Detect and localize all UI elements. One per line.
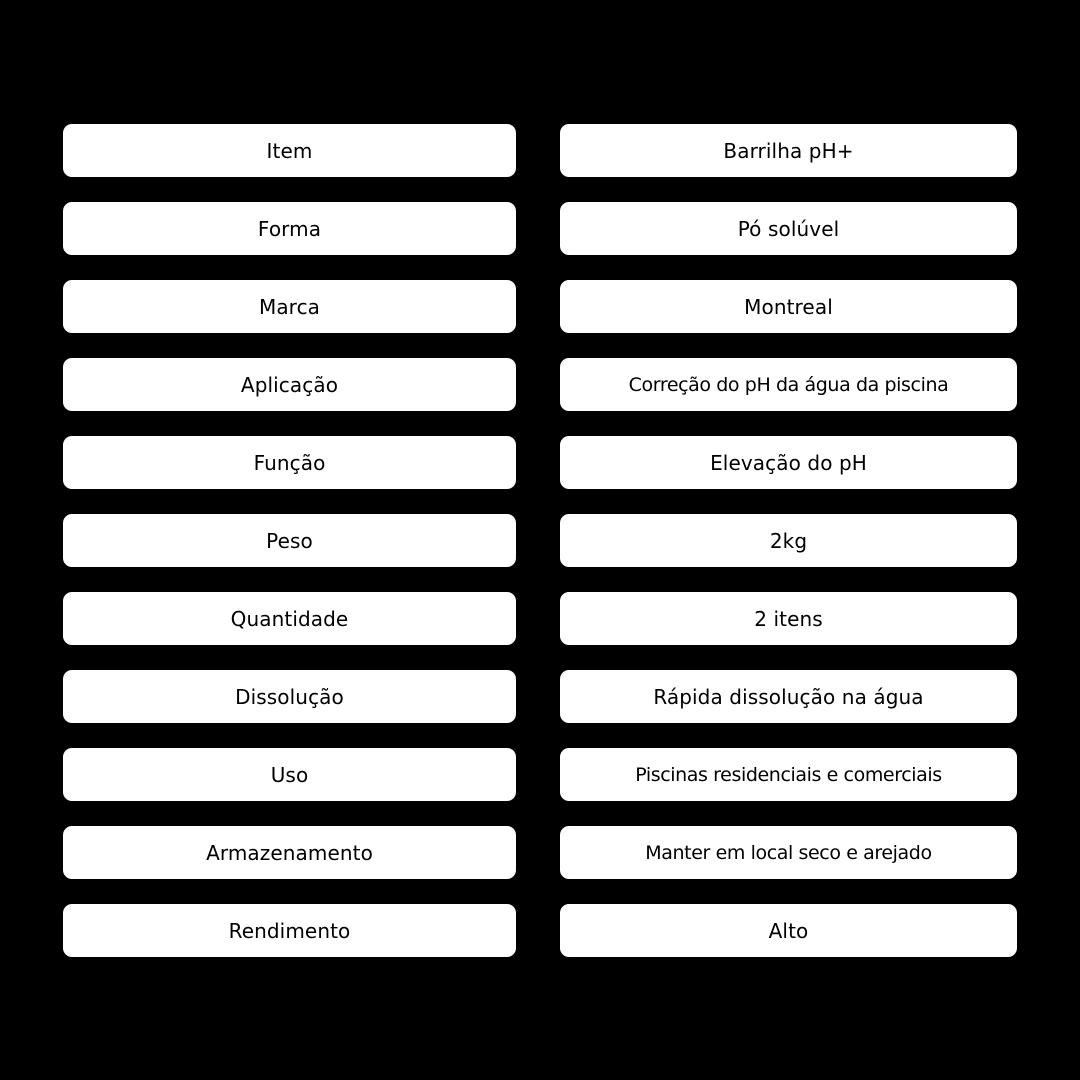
spec-row-item [63,124,1017,177]
spec-row-aplicacao [63,358,1017,411]
spec-value: 2 itens [560,592,1017,645]
spec-label: Forma [63,202,516,255]
spec-label: Armazenamento [63,826,516,879]
spec-table [63,124,1017,957]
spec-value: 2kg [560,514,1017,567]
spec-row-uso [63,748,1017,801]
spec-label: Quantidade [63,592,516,645]
spec-row-funcao [63,436,1017,489]
spec-row-rendimento [63,904,1017,957]
spec-row-peso [63,514,1017,567]
spec-label: Item [63,124,516,177]
spec-label: Aplicação [63,358,516,411]
spec-label: Marca [63,280,516,333]
spec-value: Piscinas residenciais e comerciais [560,748,1017,801]
spec-label: Função [63,436,516,489]
spec-value: Alto [560,904,1017,957]
spec-label: Rendimento [63,904,516,957]
spec-value: Elevação do pH [560,436,1017,489]
spec-row-forma [63,202,1017,255]
spec-row-quantidade [63,592,1017,645]
spec-label: Uso [63,748,516,801]
spec-row-dissolucao [63,670,1017,723]
spec-label: Dissolução [63,670,516,723]
spec-value: Pó solúvel [560,202,1017,255]
spec-row-marca [63,280,1017,333]
spec-value: Barrilha pH+ [560,124,1017,177]
spec-value: Montreal [560,280,1017,333]
spec-value: Rápida dissolução na água [560,670,1017,723]
spec-row-armazenamento [63,826,1017,879]
spec-label: Peso [63,514,516,567]
spec-value: Manter em local seco e arejado [560,826,1017,879]
spec-value: Correção do pH da água da piscina [560,358,1017,411]
